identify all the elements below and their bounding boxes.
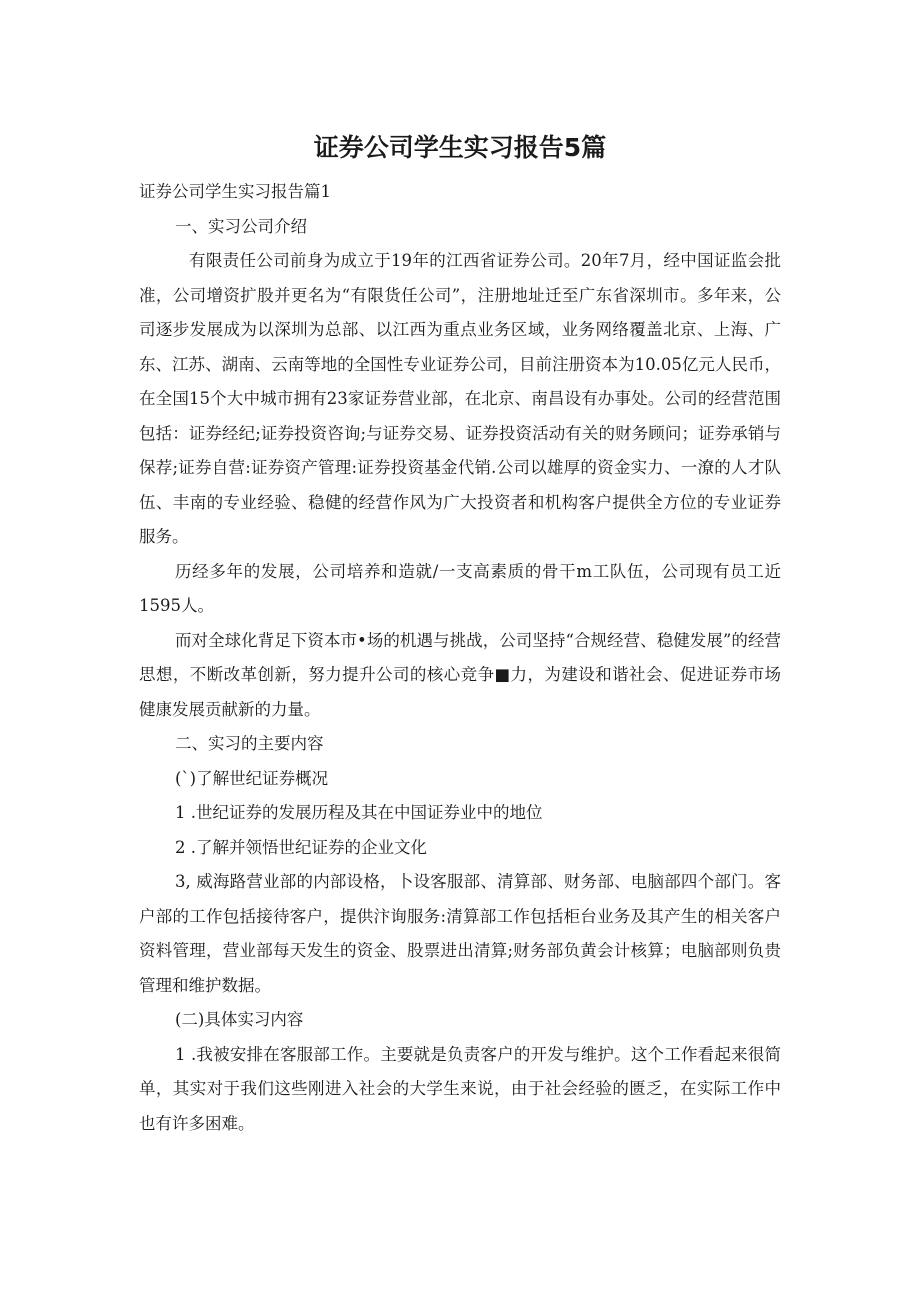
- list-item: 2 .了解并领悟世纪证券的企业文化: [175, 837, 427, 857]
- section-heading: 一、实习公司介绍: [175, 216, 307, 236]
- paragraph: 1 .我被安排在客服部工作。主要就是负责客户的开发与维护。这个工作看起来很简单，其实对于我们这些刚进入社会的大学生来说，由于社会经验的匮乏，在实际工作中也有许多困难。: [139, 1044, 781, 1133]
- document-title: 证券公司学生实习报告5篇: [313, 133, 607, 162]
- report-subtitle: 证券公司学生实习报告篇1: [139, 182, 331, 201]
- paragraph: 历经多年的发展，公司培养和造就/一支高素质的骨干m工队伍，公司现有员工近1595人。: [139, 561, 781, 615]
- subsection-heading: (`)了解世纪证券概况: [175, 768, 329, 788]
- document-body: [139, 175, 781, 1141]
- paragraph: 有限责任公司前身为成立于19年的江西省证券公司。20年7月，经中国证监会批准，公司增资扩股并更名为“有限货任公司”，注册地址迁至广东省深圳市。多年来，公司逐步发展成为以深圳为总部、以江西为重点业务区域，业务网络覆盖北京、上海、广东、江苏、湖南、云南等地的全国性专业证券公司，目前注册资本为10.05亿元人民币，在全国15个大中城市拥有23家证券营业部，在北京、南昌设有办事处。公司的经营范围包括：证券经纪;证券投资咨询;与证券交易、证券投资活动有关的财务顾问；证券承销与保荐;证券自营:证券资产管理:证券投资基金代销.公司以雄厚的资金实力、一潦的人才队伍、丰南的专业经验、稳健的经营作风为广大投资者和机构客户提供全方位的专业证券服务。: [139, 251, 781, 546]
- paragraph: 3, 威海路营业部的内部设格，卜设客服部、清算部、财务部、电脑部四个部门。客户部的工作包括接待客户，提供汴询服务:清算部工作包括柜台业务及其产生的相关客户资料管理，营业部每天发生的资金、股票进出清算;财务部负黄会计核算；电脑部则负贵管理和维护数据。: [139, 872, 781, 995]
- subsection-heading: (二)具体实习内容: [175, 1010, 304, 1029]
- section-heading: 二、实习的主要内容: [175, 734, 324, 753]
- list-item: 1 .世纪证券的发展历程及其在中国证券业中的地位: [175, 803, 543, 822]
- paragraph: 而对全球化背足下资本市•场的机遇与挑战，公司坚持“合规经营、稳健发展”的经营思想，不断改革创新，努力提升公司的核心竞争■力，为建设和谐社会、促进证券市场健康发展贡献新的力量。: [139, 630, 781, 719]
